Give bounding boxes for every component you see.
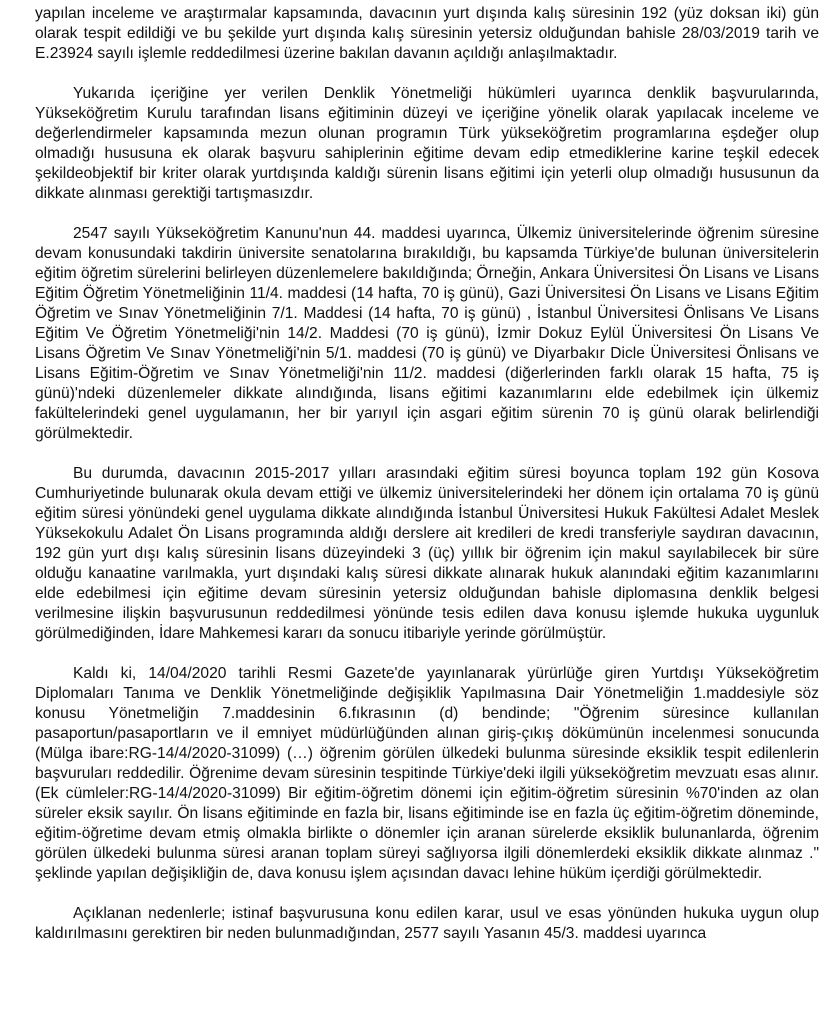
paragraph-gap	[35, 884, 819, 904]
paragraph-yurt-disi-kalis-suresi: yapılan inceleme ve araştırmalar kapsamında, davacının yurt dışında kalış süresinin 192 (yüz doksan iki) gün olarak tespit edildiği ve bu şekilde yurt dışında kalış süresinin yetersiz olduğundan bahisle 28/03/2019 tarih ve E.23924 sayılı işlemle reddedilmesi üzerine bakılan davanın açıldığı anlaşılmaktadır.	[35, 5, 819, 62]
paragraph-gap	[35, 644, 819, 664]
paragraph-gap	[35, 444, 819, 464]
paragraph-kaldi-ki: Kaldı ki, 14/04/2020 tarihli Resmi Gazete'de yayınlanarak yürürlüğe giren Yurtdışı Yükseköğretim Diplomaları Tanıma ve Denklik Yönetmeliğinde değişiklik Yapılmasına Dair Yönetmeliğin 1.maddesiyle söz konusu Yönetmeliğin 7.maddesinin 6.fıkrasının (d) bendinde; "Öğrenim süresince kullanılan pasaportun/pasaportların ve il emniyet müdürlüğünden alınan giriş-çıkış dökümünün incelenmesi sonucunda (Mülga ibare:RG-14/4/2020-31099) (…) öğrenim görülen ülkedeki bulunma süresinde eksiklik tespit edilenlerin başvuruları reddedilir. Öğrenime devam süresinin tespitinde Türkiye'deki ilgili yükseköğretim mevzuatı esas alınır. (Ek cümleler:RG-14/4/2020-31099) Bir eğitim-öğretim dönemi için eğitim-öğretim süresinin %70'inden az olan süreler eksik sayılır. Ön lisans eğitiminde en fazla bir, lisans eğitiminde ise en fazla üç eğitim-öğretim döneminde, eğitim-öğretime devam etmiş olmakla birlikte o dönemler için aranan sürelerde eksiklik bulunanlarda, öğrenim görülen ülkedeki bulunma süresi aranan toplam süreyi sağlıyorsa ilgili dönemlerdeki eksiklik dikkate alınmaz ." şeklinde yapılan değişikliğin de, dava konusu işlem açısından davacı lehine hüküm içerdiği görülmektedir.	[35, 665, 819, 882]
paragraph-yuksekogretim-kanunu: 2547 sayılı Yükseköğretim Kanunu'nun 44. maddesi uyarınca, Ülkemiz üniversitelerinde öğrenim süresine devam konusundaki takdirin üniversite senatolarına bırakıldığı, bu kapsamda Türkiye'de bulunan üniversitelerin eğitim öğretim sürelerini belirleyen düzenlemelere bakıldığında; Örneğin, Ankara Üniversitesi Ön Lisans ve Lisans Eğitim Öğretim Yönetmeliğinin 11/4. maddesi (14 hafta, 70 iş günü), Gazi Üniversitesi Ön Lisans ve Lisans Eğitim Öğretim ve Sınav Yönetmeliğinin 7/1. Maddesi (14 hafta, 70 iş günü) , İstanbul Üniversitesi Önlisans Ve Lisans Eğitim Ve Öğretim Yönetmeliği'nin 14/2. Maddesi (70 iş günü), İzmir Dokuz Eylül Üniversitesi Ön Lisans Ve Lisans Öğretim Ve Sınav Yönetmeliği'nin 5/1. maddesi (70 iş günü) ve Diyarbakır Dicle Üniversitesi Önlisans ve Lisans Eğitim-Öğretim ve Sınav Yönetmeliği'nin 11/2. maddesi (diğerlerinden farklı olarak 15 hafta, 75 iş günü)'ndeki düzenlemeler dikkate alındığında, lisans eğitimi kazanımlarını elde edebilmek için ülkemiz fakültelerindeki genel uygulamanın, her bir yarıyıl için asgari eğitim sürenin 70 iş günü olarak belirlendiği görülmektedir.	[35, 225, 819, 442]
paragraph-bu-durumda: Bu durumda, davacının 2015-2017 yılları arasındaki eğitim süresi boyunca toplam 192 gün Kosova Cumhuriyetinde bulunarak okula devam ettiği ve ülkemiz üniversitelerindeki her dönem için ortalama 70 iş günü eğitim süresi yönündeki genel uygulama dikkate alındığında İstanbul Üniversitesi Hukuk Fakültesi Adalet Meslek Yüksekokulu Adalet Ön Lisans programında aldığı derslere ait kredileri de kredi transferiyle saydıran davacının, 192 gün yurt dışı kalış süresinin lisans düzeyindeki 3 (üç) yıllık bir öğrenim için makul sayılabilecek bir süre olduğu kanaatine varılmakla, yurt dışındaki kalış süresi dikkate alınarak hukuk alanındaki eğitim kazanımlarını elde edebilmesi için eğitime devam süresinin yetersiz olduğundan bahisle diplomasına denklik belgesi verilmesine ilişkin başvurusunun reddedilmesi yönünde tesis edilen dava konusu işlemde hukuka uygunluk görülmediğinden, İdare Mahkemesi kararı da sonucu itibariyle yerinde görülmüştür.	[35, 465, 819, 642]
paragraph-gap	[35, 204, 819, 224]
paragraph-gap	[35, 64, 819, 84]
paragraph-aciklanan-nedenlerle: Açıklanan nedenlerle; istinaf başvurusuna konu edilen karar, usul ve esas yönünden hukuka uygun olup kaldırılmasını gerektiren bir neden bulunmadığından, 2577 sayılı Yasanın 45/3. maddesi uyarınca	[35, 905, 819, 942]
paragraph-denklik-yonetmeligi: Yukarıda içeriğine yer verilen Denklik Yönetmeliği hükümleri uyarınca denklik başvurularında, Yükseköğretim Kurulu tarafından lisans eğitiminin düzeyi ve içeriğine yönelik olarak yapılacak inceleme ve değerlendirmeler kapsamında mezun olunan programın Türk yükseköğretim programlarına eşdeğer olup olmadığı hususuna ek olarak başvuru sahiplerinin eğitime devam edip etmediklerine karine teşkil edecek şekildeobjektif bir kriter olarak yurtdışında kaldığı sürenin lisans eğitimi için yeterli olup olmadığı hususunun da dikkate alınması gerektiği tartışmasızdır.	[35, 85, 819, 202]
